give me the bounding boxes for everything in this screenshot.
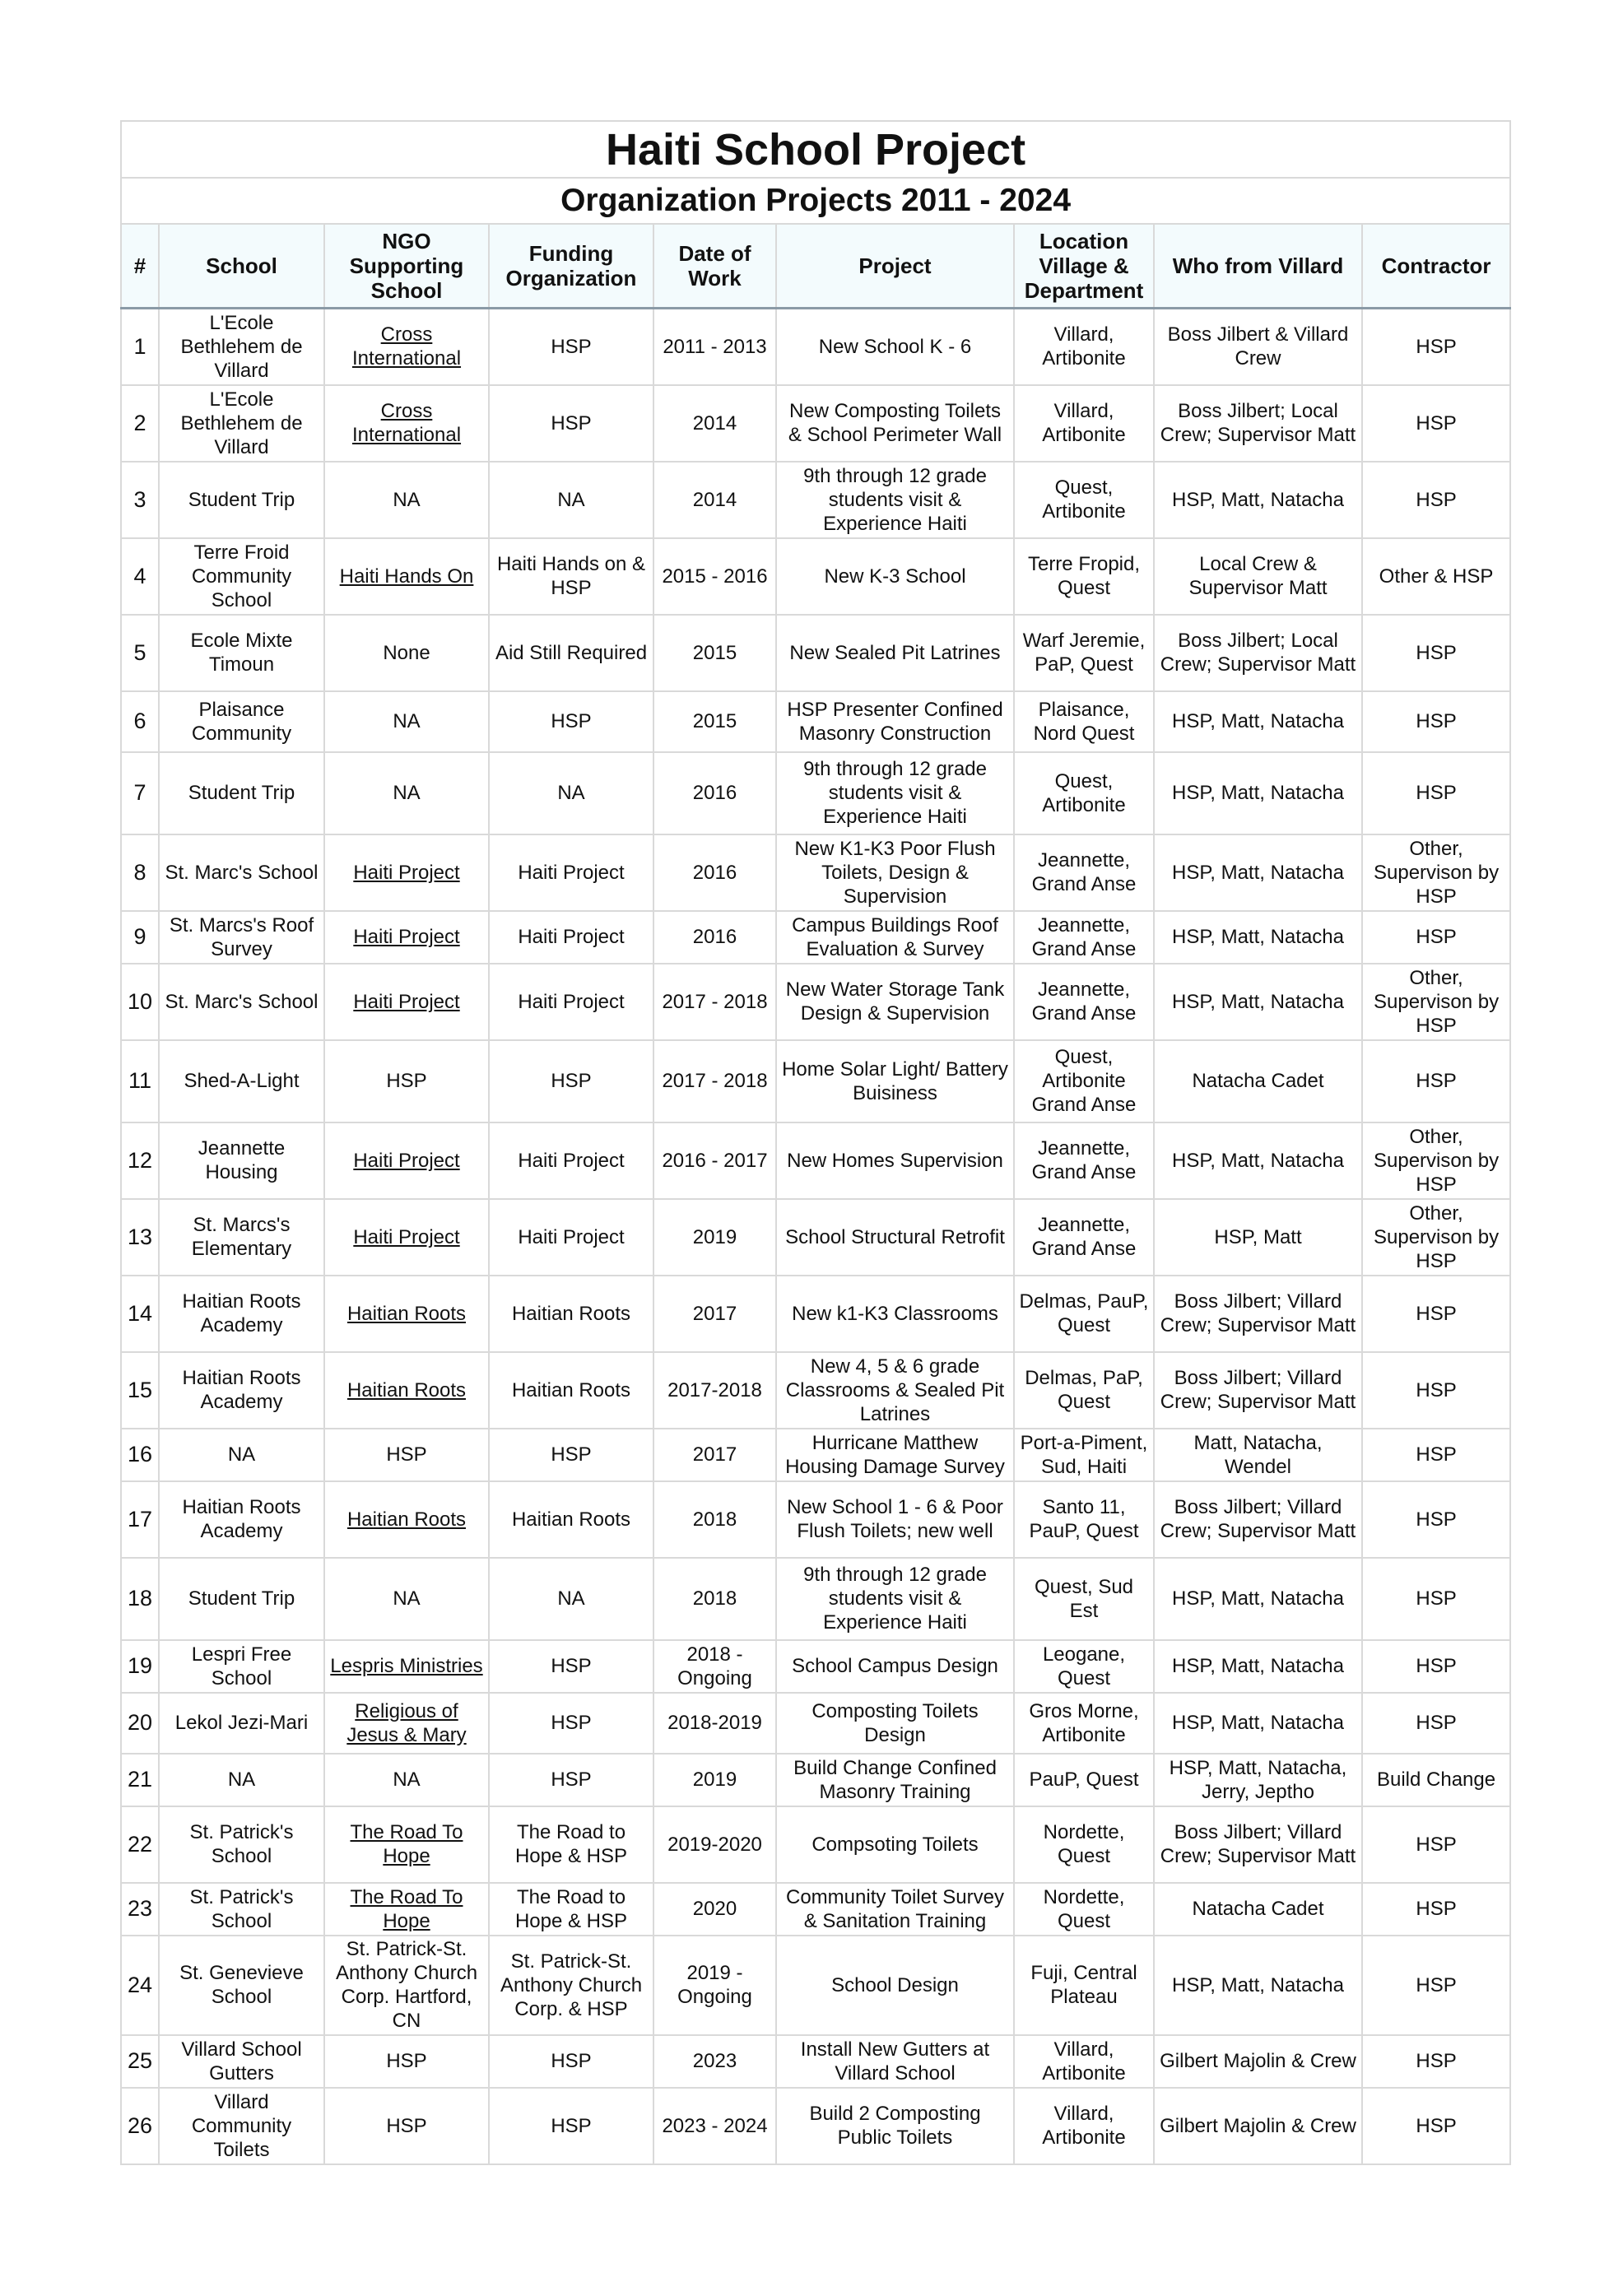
cell-school: L'Ecole Bethlehem de Villard: [159, 385, 324, 462]
cell-location: Jeannette, Grand Anse: [1014, 1199, 1154, 1276]
cell-ngo: [324, 385, 489, 462]
cell-ngo: St. Patrick-St. Anthony Church Corp. Hartford, CN: [324, 1936, 489, 2035]
cell-location: Leogane, Quest: [1014, 1640, 1154, 1693]
column-header-school: School: [159, 224, 324, 309]
cell-contractor: HSP: [1362, 1640, 1510, 1693]
cell-project: Hurricane Matthew Housing Damage Survey: [776, 1429, 1014, 1481]
cell-funding: NA: [489, 462, 653, 538]
cell-who: Natacha Cadet: [1154, 1040, 1362, 1122]
cell-location: Villard, Artibonite: [1014, 2088, 1154, 2164]
cell-location: Terre Fropid, Quest: [1014, 538, 1154, 615]
cell-funding: The Road to Hope & HSP: [489, 1883, 653, 1936]
cell-school: St. Marc's School: [159, 964, 324, 1040]
cell-num: 4: [121, 538, 159, 615]
cell-location: Fuji, Central Plateau: [1014, 1936, 1154, 2035]
cell-funding: HSP: [489, 385, 653, 462]
cell-contractor: HSP: [1362, 1693, 1510, 1754]
table-row: [121, 1640, 1510, 1693]
cell-contractor: Other, Supervison by HSP: [1362, 1122, 1510, 1199]
cell-date: 2018-2019: [653, 1693, 776, 1754]
cell-project: New Homes Supervision: [776, 1122, 1014, 1199]
cell-num: 10: [121, 964, 159, 1040]
cell-date: 2017 - 2018: [653, 964, 776, 1040]
cell-ngo: HSP: [324, 1040, 489, 1122]
cell-ngo: NA: [324, 1558, 489, 1640]
cell-contractor: HSP: [1362, 2035, 1510, 2088]
table-row: [121, 385, 1510, 462]
cell-who: HSP, Matt, Natacha: [1154, 752, 1362, 834]
cell-who: HSP, Matt, Natacha: [1154, 834, 1362, 911]
cell-location: Quest, Artibonite: [1014, 752, 1154, 834]
table-row: [121, 1122, 1510, 1199]
cell-who: HSP, Matt: [1154, 1199, 1362, 1276]
cell-location: Nordette, Quest: [1014, 1806, 1154, 1883]
cell-num: 15: [121, 1352, 159, 1429]
cell-ngo: HSP: [324, 1429, 489, 1481]
cell-num: 6: [121, 691, 159, 752]
cell-location: Gros Morne, Artibonite: [1014, 1693, 1154, 1754]
cell-ngo: NA: [324, 691, 489, 752]
cell-project: School Design: [776, 1936, 1014, 2035]
cell-project: Community Toilet Survey & Sanitation Training: [776, 1883, 1014, 1936]
cell-location: Jeannette, Grand Anse: [1014, 964, 1154, 1040]
table-row: [121, 2035, 1510, 2088]
cell-project: New K-3 School: [776, 538, 1014, 615]
column-header-funding: Funding Organization: [489, 224, 653, 309]
cell-funding: HSP: [489, 2035, 653, 2088]
cell-funding: Haitian Roots: [489, 1352, 653, 1429]
table-row: [121, 691, 1510, 752]
cell-contractor: HSP: [1362, 691, 1510, 752]
cell-location: Delmas, PaP, Quest: [1014, 1352, 1154, 1429]
column-header-ngo: NGO Supporting School: [324, 224, 489, 309]
cell-who: HSP, Matt, Natacha: [1154, 462, 1362, 538]
cell-contractor: HSP: [1362, 1276, 1510, 1352]
ngo-link[interactable]: Cross International: [351, 323, 462, 370]
cell-who: HSP, Matt, Natacha: [1154, 1936, 1362, 2035]
cell-who: Boss Jilbert & Villard Crew: [1154, 309, 1362, 385]
ngo-link[interactable]: Haiti Project: [353, 990, 460, 1013]
cell-school: St. Patrick's School: [159, 1806, 324, 1883]
cell-date: 2017: [653, 1429, 776, 1481]
cell-who: Boss Jilbert; Villard Crew; Supervisor Matt: [1154, 1806, 1362, 1883]
ngo-link[interactable]: The Road To Hope: [350, 1821, 463, 1867]
cell-ngo: [324, 1481, 489, 1558]
ngo-link[interactable]: Haiti Project: [353, 861, 460, 884]
table-row: [121, 1754, 1510, 1806]
cell-location: Jeannette, Grand Anse: [1014, 911, 1154, 964]
cell-contractor: HSP: [1362, 2088, 1510, 2164]
column-header-number: #: [121, 224, 159, 309]
cell-ngo: [324, 1122, 489, 1199]
cell-school: Ecole Mixte Timoun: [159, 615, 324, 691]
column-header-who: Who from Villard: [1154, 224, 1362, 309]
ngo-link[interactable]: Lespris Ministries: [330, 1655, 483, 1677]
cell-who: Natacha Cadet: [1154, 1883, 1362, 1936]
cell-date: 2019: [653, 1199, 776, 1276]
cell-funding: Haiti Project: [489, 834, 653, 911]
cell-date: 2018: [653, 1481, 776, 1558]
cell-ngo: [324, 1640, 489, 1693]
cell-date: 2023 - 2024: [653, 2088, 776, 2164]
cell-school: Haitian Roots Academy: [159, 1276, 324, 1352]
cell-num: 14: [121, 1276, 159, 1352]
cell-funding: HSP: [489, 1693, 653, 1754]
cell-num: 26: [121, 2088, 159, 2164]
cell-school: St. Genevieve School: [159, 1936, 324, 2035]
cell-location: Jeannette, Grand Anse: [1014, 834, 1154, 911]
cell-funding: Haitian Roots: [489, 1276, 653, 1352]
cell-contractor: HSP: [1362, 462, 1510, 538]
table-row: [121, 1429, 1510, 1481]
cell-num: 3: [121, 462, 159, 538]
cell-contractor: HSP: [1362, 1429, 1510, 1481]
cell-funding: Aid Still Required: [489, 615, 653, 691]
cell-who: Local Crew & Supervisor Matt: [1154, 538, 1362, 615]
cell-ngo: [324, 1883, 489, 1936]
cell-ngo: NA: [324, 1754, 489, 1806]
cell-num: 20: [121, 1693, 159, 1754]
cell-who: Boss Jilbert; Local Crew; Supervisor Matt: [1154, 615, 1362, 691]
cell-ngo: [324, 1199, 489, 1276]
cell-contractor: HSP: [1362, 1936, 1510, 2035]
cell-funding: St. Patrick-St. Anthony Church Corp. & HSP: [489, 1936, 653, 2035]
cell-funding: Haiti Project: [489, 1199, 653, 1276]
column-header-date: Date of Work: [653, 224, 776, 309]
cell-school: Student Trip: [159, 752, 324, 834]
cell-num: 17: [121, 1481, 159, 1558]
cell-school: St. Marcs's Elementary: [159, 1199, 324, 1276]
cell-project: Compsoting Toilets: [776, 1806, 1014, 1883]
cell-contractor: Other, Supervison by HSP: [1362, 1199, 1510, 1276]
cell-school: Terre Froid Community School: [159, 538, 324, 615]
column-header-row: [121, 224, 1510, 309]
cell-contractor: HSP: [1362, 1040, 1510, 1122]
cell-date: 2017 - 2018: [653, 1040, 776, 1122]
cell-project: Home Solar Light/ Battery Buisiness: [776, 1040, 1014, 1122]
ngo-link[interactable]: Haiti Hands On: [339, 565, 474, 588]
cell-contractor: Other, Supervison by HSP: [1362, 964, 1510, 1040]
cell-school: NA: [159, 1754, 324, 1806]
cell-date: 2020: [653, 1883, 776, 1936]
cell-who: HSP, Matt, Natacha: [1154, 1693, 1362, 1754]
ngo-link[interactable]: Religious of Jesus & Mary: [346, 1699, 467, 1746]
cell-school: St. Patrick's School: [159, 1883, 324, 1936]
cell-who: HSP, Matt, Natacha: [1154, 911, 1362, 964]
cell-date: 2017: [653, 1276, 776, 1352]
table-row: [121, 462, 1510, 538]
table-row: [121, 834, 1510, 911]
cell-project: New Water Storage Tank Design & Supervision: [776, 964, 1014, 1040]
cell-school: Lekol Jezi-Mari: [159, 1693, 324, 1754]
cell-school: Jeannette Housing: [159, 1122, 324, 1199]
cell-funding: HSP: [489, 2088, 653, 2164]
cell-location: Nordette, Quest: [1014, 1883, 1154, 1936]
cell-date: 2017-2018: [653, 1352, 776, 1429]
cell-date: 2016: [653, 752, 776, 834]
cell-funding: HSP: [489, 1640, 653, 1693]
cell-num: 22: [121, 1806, 159, 1883]
cell-date: 2015: [653, 615, 776, 691]
cell-num: 5: [121, 615, 159, 691]
table-row: [121, 615, 1510, 691]
cell-date: 2015: [653, 691, 776, 752]
cell-location: PauP, Quest: [1014, 1754, 1154, 1806]
cell-project: School Structural Retrofit: [776, 1199, 1014, 1276]
cell-num: 16: [121, 1429, 159, 1481]
cell-school: St. Marc's School: [159, 834, 324, 911]
page-title: Haiti School Project: [121, 121, 1510, 178]
cell-ngo: [324, 1352, 489, 1429]
cell-ngo: HSP: [324, 2088, 489, 2164]
cell-project: Campus Buildings Roof Evaluation & Survey: [776, 911, 1014, 964]
cell-contractor: HSP: [1362, 385, 1510, 462]
cell-location: Villard, Artibonite: [1014, 385, 1154, 462]
cell-who: Boss Jilbert; Villard Crew; Supervisor Matt: [1154, 1276, 1362, 1352]
cell-date: 2019: [653, 1754, 776, 1806]
cell-date: 2019-2020: [653, 1806, 776, 1883]
cell-date: 2014: [653, 462, 776, 538]
cell-project: New Sealed Pit Latrines: [776, 615, 1014, 691]
cell-who: HSP, Matt, Natacha: [1154, 964, 1362, 1040]
cell-contractor: HSP: [1362, 1883, 1510, 1936]
cell-num: 13: [121, 1199, 159, 1276]
cell-contractor: Other, Supervison by HSP: [1362, 834, 1510, 911]
table-row: [121, 1558, 1510, 1640]
cell-funding: Haiti Project: [489, 911, 653, 964]
cell-ngo: [324, 1693, 489, 1754]
cell-num: 18: [121, 1558, 159, 1640]
cell-who: Boss Jilbert; Villard Crew; Supervisor Matt: [1154, 1352, 1362, 1429]
cell-ngo: [324, 538, 489, 615]
ngo-link[interactable]: Cross International: [351, 400, 462, 446]
cell-project: 9th through 12 grade students visit & Experience Haiti: [776, 462, 1014, 538]
cell-project: HSP Presenter Confined Masonry Construction: [776, 691, 1014, 752]
cell-funding: Haiti Project: [489, 964, 653, 1040]
cell-location: Jeannette, Grand Anse: [1014, 1122, 1154, 1199]
ngo-link[interactable]: Haiti Project: [353, 1149, 460, 1172]
cell-location: Quest, Artibonite: [1014, 462, 1154, 538]
table-row: [121, 964, 1510, 1040]
cell-location: Quest, Sud Est: [1014, 1558, 1154, 1640]
cell-contractor: HSP: [1362, 309, 1510, 385]
cell-school: NA: [159, 1429, 324, 1481]
cell-project: 9th through 12 grade students visit & Experience Haiti: [776, 752, 1014, 834]
cell-project: Build Change Confined Masonry Training: [776, 1754, 1014, 1806]
cell-num: 7: [121, 752, 159, 834]
cell-ngo: [324, 911, 489, 964]
cell-project: New School K - 6: [776, 309, 1014, 385]
cell-date: 2019 - Ongoing: [653, 1936, 776, 2035]
cell-who: Boss Jilbert; Villard Crew; Supervisor Matt: [1154, 1481, 1362, 1558]
table-row: [121, 1806, 1510, 1883]
cell-project: Install New Gutters at Villard School: [776, 2035, 1014, 2088]
cell-location: Warf Jeremie, PaP, Quest: [1014, 615, 1154, 691]
table-row: [121, 1040, 1510, 1122]
cell-project: School Campus Design: [776, 1640, 1014, 1693]
cell-funding: The Road to Hope & HSP: [489, 1806, 653, 1883]
cell-project: New k1-K3 Classrooms: [776, 1276, 1014, 1352]
ngo-link[interactable]: Haitian Roots: [346, 1302, 467, 1325]
cell-ngo: [324, 1806, 489, 1883]
cell-num: 12: [121, 1122, 159, 1199]
cell-who: HSP, Matt, Natacha: [1154, 1558, 1362, 1640]
cell-contractor: Build Change: [1362, 1754, 1510, 1806]
cell-who: HSP, Matt, Natacha, Jerry, Jeptho: [1154, 1754, 1362, 1806]
cell-funding: HSP: [489, 691, 653, 752]
ngo-link[interactable]: Haitian Roots: [346, 1508, 467, 1531]
cell-location: Quest, Artibonite Grand Anse: [1014, 1040, 1154, 1122]
cell-funding: NA: [489, 752, 653, 834]
projects-table: [120, 120, 1511, 2165]
table-row: [121, 1276, 1510, 1352]
cell-ngo: [324, 309, 489, 385]
cell-school: St. Marcs's Roof Survey: [159, 911, 324, 964]
cell-location: Plaisance, Nord Quest: [1014, 691, 1154, 752]
cell-school: Villard Community Toilets: [159, 2088, 324, 2164]
cell-funding: HSP: [489, 1040, 653, 1122]
cell-funding: NA: [489, 1558, 653, 1640]
cell-who: Gilbert Majolin & Crew: [1154, 2035, 1362, 2088]
cell-funding: Haiti Project: [489, 1122, 653, 1199]
cell-date: 2016: [653, 834, 776, 911]
cell-project: New K1-K3 Poor Flush Toilets, Design & Supervision: [776, 834, 1014, 911]
cell-ngo: [324, 834, 489, 911]
cell-school: Student Trip: [159, 462, 324, 538]
ngo-link[interactable]: The Road To Hope: [350, 1885, 463, 1932]
cell-project: Build 2 Composting Public Toilets: [776, 2088, 1014, 2164]
cell-contractor: HSP: [1362, 911, 1510, 964]
cell-location: Villard, Artibonite: [1014, 309, 1154, 385]
table-row: [121, 752, 1510, 834]
page-subtitle: Organization Projects 2011 - 2024: [121, 178, 1510, 224]
cell-location: Santo 11, PauP, Quest: [1014, 1481, 1154, 1558]
cell-school: L'Ecole Bethlehem de Villard: [159, 309, 324, 385]
cell-date: 2016 - 2017: [653, 1122, 776, 1199]
cell-num: 8: [121, 834, 159, 911]
cell-num: 23: [121, 1883, 159, 1936]
column-header-contractor: Contractor: [1362, 224, 1510, 309]
cell-school: Haitian Roots Academy: [159, 1352, 324, 1429]
cell-ngo: NA: [324, 462, 489, 538]
cell-project: Composting Toilets Design: [776, 1693, 1014, 1754]
table-row: [121, 1936, 1510, 2035]
column-header-location: Location Village & Department: [1014, 224, 1154, 309]
cell-date: 2016: [653, 911, 776, 964]
cell-project: New Composting Toilets & School Perimeter Wall: [776, 385, 1014, 462]
cell-date: 2018: [653, 1558, 776, 1640]
cell-date: 2023: [653, 2035, 776, 2088]
cell-contractor: HSP: [1362, 752, 1510, 834]
cell-ngo: NA: [324, 752, 489, 834]
cell-num: 21: [121, 1754, 159, 1806]
cell-who: HSP, Matt, Natacha: [1154, 1640, 1362, 1693]
cell-ngo: None: [324, 615, 489, 691]
cell-ngo: [324, 964, 489, 1040]
cell-date: 2011 - 2013: [653, 309, 776, 385]
ngo-link[interactable]: Haitian Roots: [346, 1378, 467, 1401]
cell-location: Villard, Artibonite: [1014, 2035, 1154, 2088]
cell-contractor: HSP: [1362, 1558, 1510, 1640]
cell-date: 2014: [653, 385, 776, 462]
cell-num: 2: [121, 385, 159, 462]
cell-who: Gilbert Majolin & Crew: [1154, 2088, 1362, 2164]
cell-location: Port-a-Piment, Sud, Haiti: [1014, 1429, 1154, 1481]
cell-school: Villard School Gutters: [159, 2035, 324, 2088]
table-row: [121, 1883, 1510, 1936]
cell-who: Matt, Natacha, Wendel: [1154, 1429, 1362, 1481]
cell-funding: Haitian Roots: [489, 1481, 653, 1558]
cell-school: Lespri Free School: [159, 1640, 324, 1693]
cell-school: Haitian Roots Academy: [159, 1481, 324, 1558]
cell-num: 24: [121, 1936, 159, 2035]
table-row: [121, 309, 1510, 385]
cell-num: 19: [121, 1640, 159, 1693]
cell-ngo: HSP: [324, 2035, 489, 2088]
cell-num: 1: [121, 309, 159, 385]
cell-contractor: HSP: [1362, 615, 1510, 691]
ngo-link[interactable]: Haiti Project: [353, 1225, 460, 1248]
cell-school: Shed-A-Light: [159, 1040, 324, 1122]
cell-funding: HSP: [489, 1429, 653, 1481]
table-row: [121, 1693, 1510, 1754]
cell-date: 2018 - Ongoing: [653, 1640, 776, 1693]
cell-project: New School 1 - 6 & Poor Flush Toilets; new well: [776, 1481, 1014, 1558]
cell-num: 11: [121, 1040, 159, 1122]
cell-school: Student Trip: [159, 1558, 324, 1640]
cell-project: New 4, 5 & 6 grade Classrooms & Sealed Pit Latrines: [776, 1352, 1014, 1429]
cell-funding: HSP: [489, 309, 653, 385]
cell-funding: HSP: [489, 1754, 653, 1806]
cell-school: Plaisance Community: [159, 691, 324, 752]
cell-contractor: Other & HSP: [1362, 538, 1510, 615]
cell-who: HSP, Matt, Natacha: [1154, 1122, 1362, 1199]
cell-contractor: HSP: [1362, 1352, 1510, 1429]
cell-who: Boss Jilbert; Local Crew; Supervisor Matt: [1154, 385, 1362, 462]
cell-date: 2015 - 2016: [653, 538, 776, 615]
table-row: [121, 911, 1510, 964]
column-header-project: Project: [776, 224, 1014, 309]
cell-contractor: HSP: [1362, 1481, 1510, 1558]
cell-num: 25: [121, 2035, 159, 2088]
cell-who: HSP, Matt, Natacha: [1154, 691, 1362, 752]
cell-num: 9: [121, 911, 159, 964]
table-row: [121, 538, 1510, 615]
cell-location: Delmas, PauP, Quest: [1014, 1276, 1154, 1352]
table-row: [121, 1199, 1510, 1276]
ngo-link[interactable]: Haiti Project: [353, 926, 460, 948]
table-row: [121, 2088, 1510, 2164]
table-row: [121, 1481, 1510, 1558]
cell-funding: Haiti Hands on & HSP: [489, 538, 653, 615]
cell-contractor: HSP: [1362, 1806, 1510, 1883]
cell-project: 9th through 12 grade students visit & Experience Haiti: [776, 1558, 1014, 1640]
table-row: [121, 1352, 1510, 1429]
cell-ngo: [324, 1276, 489, 1352]
